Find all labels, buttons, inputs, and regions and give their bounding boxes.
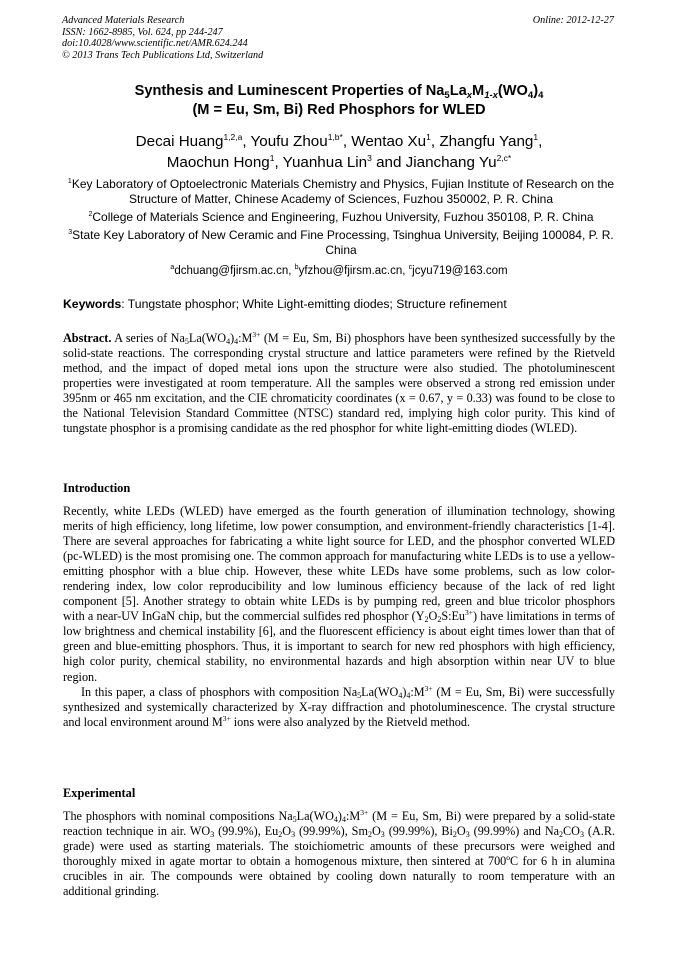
affiliations bbox=[58, 177, 624, 261]
affiliation-2: $^2$College of Materials Science and Engineering, Fuzhou University, Fuzhou 350108, P. R. China bbox=[88, 210, 594, 224]
experimental-heading: Experimental bbox=[63, 786, 136, 800]
author-line-1: Decai Huang$^{1,2,a}$, Youfu Zhou$^{1,b*}$, Wentao Xu$^1$, Zhangfu Yang$^1$, bbox=[135, 132, 543, 150]
affiliation-3: $^3$State Key Laboratory of New Ceramic and Fine Processing, Tsinghua University, Beijing 100084, P. R. China bbox=[68, 228, 614, 257]
author: Youfu Zhou bbox=[250, 133, 328, 150]
author: Wentao Xu bbox=[351, 133, 427, 150]
journal-name: Advanced Materials Research bbox=[62, 15, 185, 26]
keywords: Keywords: Tungstate phosphor; White Light-emitting diodes; Structure refinement bbox=[63, 297, 507, 311]
copyright-line: © 2013 Trans Tech Publications Ltd, Switzerland bbox=[62, 49, 264, 61]
email-line: $^a$dchuang@fjirsm.ac.cn, $^b$yfzhou@fjirsm.ac.cn, $^c$jcyu719@163.com bbox=[170, 264, 508, 277]
email-a[interactable]: dchuang@fjirsm.ac.cn, bbox=[174, 265, 295, 277]
issn-line: ISSN: 1662-8985, Vol. 624, pp 244-247 bbox=[62, 26, 223, 38]
experimental-body: The phosphors with nominal compositions $Na_5La(WO_4)_4:M^{3+}$ (M = Eu, Sm, Bi) were prepared by a solid-state reaction technique in air. $WO_3$ (99.9%), $Eu_2O_3$ (99.99%), $Sm_2O_3$ (99.99%), $Bi_2O_3$ (99.99%) and $Na_2CO_3$ (A.R. grade) were used as starting materials. The stoichiometric amounts of these precursors were weighed and thoroughly mixed in agate mortar to obtain a homogenous mixture, then sintered at 700ºC for 6 h in alumina crucibles in air. The compounds were obtained by cooling down naturally to room temperature with an additional grinding. bbox=[63, 808, 616, 899]
intro-paragraph-1: Recently, white LEDs (WLED) have emerged as the fourth generation of illumination technology, showing merits of high efficiency, long lifetime, low power consumption, and environment-friendly characteristics [1-4]. There are several approaches for fabricating a white light source for LED, and the phosphor converted WLED (pc-WLED) is the most promising one. The common approach for manufacturing white LEDs is to use a yellow-emitting phosphor with a blue chip. However, these white LEDs have some problems, such as low color-rendering index, low color reproducibility and low luminous efficiency because of the lack of red light component [5]. Another strategy to obtain white LEDs is by pumping red, green and blue tricolor phosphors with a near-UV InGaN chip, but the commercial sulfides red phosphor $(Y_2O_2S:Eu^{3+})$ have limitations in terms of low brightness and chemical instability [6], and the fluorescent efficiency is about eight times lower than that of green and blue-emitting phosphors. Thus, it is important to search for new red phosphors with high efficiency, high color purity, chemical stability, no environmental hazards and high absorption within near UV to blue region. bbox=[63, 504, 615, 684]
author: Jianchang Yu bbox=[405, 154, 497, 171]
author: Decai Huang bbox=[135, 133, 224, 150]
email-b[interactable]: yfzhou@fjirsm.ac.cn, bbox=[298, 265, 409, 277]
keywords-label: Keywords bbox=[63, 297, 122, 311]
author-line-2: Maochun Hong$^1$, Yuanhua Lin$^3$ and Jianchang $Yu^{2,c*}$ bbox=[166, 153, 512, 171]
abstract: Abstract. A series of $Na_5La(WO_4)_4:M^{3+}$ (M = Eu, Sm, Bi) phosphors have been synthesized successfully by the solid-state reactions. The corresponding crystal structure and lattice parameters were refined by the Rietveld method, and the impact of doped metal ions upon the structure were also studied. The photoluminescent properties were investigated at room temperature. All the samples were observed a strong red emission under 395nm or 465 nm excitation, and the CIE chromaticity coordinates (x = 0.67, y = 0.33) was found to be close to the National Television Standard Committee (NTSC) standard red, implying high color purity. This kind of tungstate phosphor is a promising candidate as the red phosphor for white light-emitting diodes (WLED). bbox=[63, 330, 615, 436]
intro-paragraph-2: In this paper, a class of phosphors with composition $Na_5La(WO_4)_4:M^{3+}$ (M = Eu, Sm, Bi) were successfully synthesized and systemically characterized by X-ray diffraction and photoluminescence. The crystal structure and local environment around $M^{3+}$ ions were also analyzed by the Rietveld method. bbox=[63, 683, 615, 729]
introduction-heading: Introduction bbox=[63, 481, 131, 495]
author: Maochun Hong bbox=[166, 154, 270, 171]
email-c[interactable]: jcyu719@163.com bbox=[412, 265, 508, 277]
author: Zhangfu Yang bbox=[439, 133, 534, 150]
journal-meta bbox=[62, 15, 263, 61]
doi-line: doi:10.4028/www.scientific.net/AMR.624.244 bbox=[62, 38, 248, 50]
author-list bbox=[40, 131, 638, 173]
online-date: Online: 2012-12-27 bbox=[532, 15, 614, 26]
title-line-2: (M = Eu, Sm, Bi) Red Phosphors for WLED bbox=[192, 102, 486, 118]
affiliation-1: $^1$Key Laboratory of Optoelectronic Materials Chemistry and Physics, Fujian Institute of Research on the Structure of Matter, Chinese Academy of Sciences, Fuzhou 350002, P. R. China bbox=[67, 177, 615, 206]
author: Yuanhua Lin bbox=[282, 154, 368, 171]
title-line-1: Synthesis and Luminescent Properties of $Na_5La_xM_{1-x}(WO_4)_4$ bbox=[134, 83, 544, 101]
introduction-body bbox=[63, 504, 615, 730]
abstract-label: Abstract. bbox=[63, 331, 112, 345]
paper-title bbox=[40, 82, 638, 120]
